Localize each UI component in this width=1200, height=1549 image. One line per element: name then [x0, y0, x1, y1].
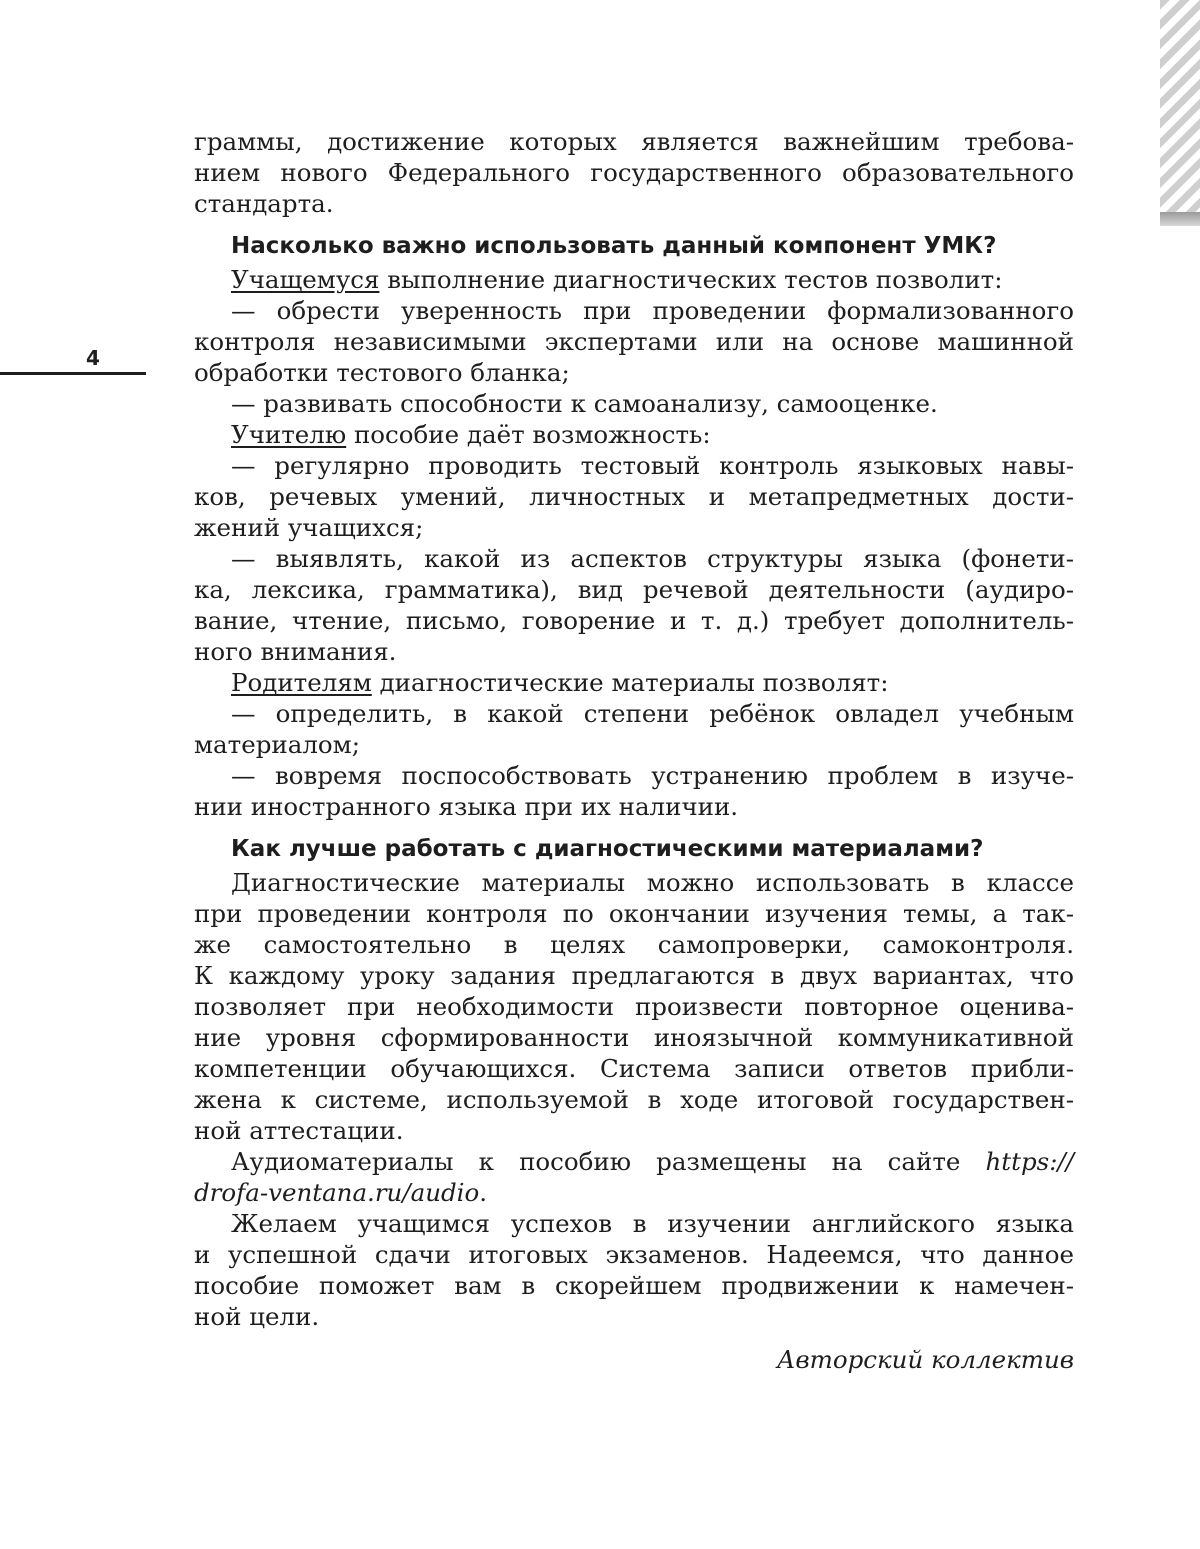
- teacher-paragraph: Учителю пособие даёт возможность:: [231, 420, 711, 449]
- page-number-rule: [0, 372, 146, 375]
- parents-label: Родителям: [231, 668, 372, 697]
- paragraph-line: жена к системе, используемой в ходе итоговой государствен-: [194, 1085, 1074, 1114]
- list-line: — вовремя поспособствовать устранению проблем в изуче-: [231, 761, 1074, 790]
- audio-line: Аудиоматериалы к пособию размещены на сайте https://: [231, 1147, 1074, 1176]
- intro-line: стандарта.: [194, 189, 334, 218]
- list-line: ка, лексика, грамматика), вид речевой деятельности (аудиро-: [194, 575, 1074, 604]
- paragraph-line: К каждому уроку задания предлагаются в двух вариантах, что: [194, 961, 1074, 990]
- list-line: ков, речевых умений, личностных и метапредметных дости-: [194, 482, 1074, 511]
- audio-url-part2: drofa-ventana.ru/audio: [194, 1178, 480, 1207]
- closing-line: ной цели.: [194, 1302, 320, 1331]
- parents-paragraph: Родителям диагностические материалы позволят:: [231, 668, 889, 697]
- audio-url-part1: https://: [985, 1147, 1074, 1176]
- intro-line: граммы, достижение которых является важнейшим требова-: [194, 127, 1074, 156]
- list-line: — обрести уверенность при проведении формализованного: [231, 296, 1074, 325]
- list-line: нии иностранного языка при их наличии.: [194, 792, 739, 821]
- teacher-label: Учителю: [231, 420, 347, 449]
- audio-line: drofa-ventana.ru/audio.: [194, 1178, 488, 1207]
- intro-line: нием нового Федерального государственного образовательного: [194, 158, 1074, 187]
- paragraph-line: же самостоятельно в целях самопроверки, самоконтроля.: [194, 930, 1074, 959]
- list-line: контроля независимыми экспертами или на основе машинной: [194, 327, 1074, 356]
- paragraph-line: Диагностические материалы можно использовать в классе: [231, 868, 1074, 897]
- student-label: Учащемуся: [231, 265, 380, 294]
- closing-line: и успешной сдачи итоговых экзаменов. Надеемся, что данное: [194, 1240, 1074, 1269]
- section2-heading: Как лучше работать с диагностическими материалами?: [231, 836, 984, 862]
- list-line: — выявлять, какой из аспектов структуры языка (фонети-: [231, 544, 1074, 573]
- body-text: [194, 126, 1074, 1375]
- page-number: 4: [86, 346, 100, 370]
- corner-bar-decoration: [1160, 212, 1200, 226]
- list-line: вание, чтение, письмо, говорение и т. д.) требует дополнитель-: [194, 606, 1074, 635]
- closing-line: Желаем учащимся успехов в изучении английского языка: [231, 1209, 1074, 1238]
- paragraph-line: позволяет при необходимости произвести повторное оценива-: [194, 992, 1074, 1021]
- list-line: — определить, в какой степени ребёнок овладел учебным: [231, 699, 1074, 728]
- list-line: ного внимания.: [194, 637, 397, 666]
- list-line: — регулярно проводить тестовый контроль языковых навы-: [231, 451, 1074, 480]
- paragraph-line: ной аттестации.: [194, 1116, 404, 1145]
- section1-heading: Насколько важно использовать данный компонент УМК?: [231, 233, 997, 259]
- paragraph-line: при проведении контроля по окончании изучения темы, а так-: [194, 899, 1074, 928]
- signature: Авторский коллектив: [776, 1345, 1074, 1374]
- student-paragraph: Учащемуся выполнение диагностических тестов позволит:: [231, 265, 1003, 294]
- paragraph-line: компетенции обучающихся. Система записи ответов прибли-: [194, 1054, 1074, 1083]
- list-line: жений учащихся;: [194, 513, 424, 542]
- list-line: материалом;: [194, 730, 360, 759]
- corner-stripes-decoration: [1160, 0, 1200, 212]
- paragraph-line: ние уровня сформированности иноязычной коммуникативной: [194, 1023, 1074, 1052]
- list-line: — развивать способности к самоанализу, самооценке.: [231, 389, 938, 418]
- list-line: обработки тестового бланка;: [194, 358, 570, 387]
- closing-line: пособие поможет вам в скорейшем продвижении к намечен-: [194, 1271, 1074, 1300]
